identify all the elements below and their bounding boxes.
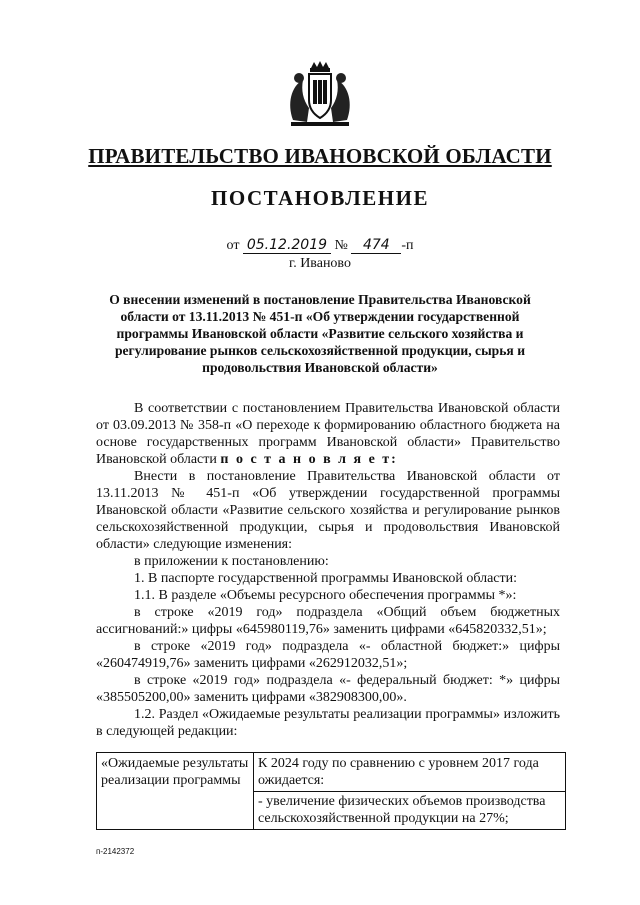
- paragraph: [96, 400, 560, 468]
- date-number-line: [0, 238, 640, 254]
- date-prefix: от: [226, 238, 240, 253]
- paragraph-text: В соответствии с постановлением Правительства Ивановской области от 03.09.2013 № 358-п «О переходе к формированию областного бюджета на основе государственных программ Ивановской области» Правительство Ивановской области: [96, 401, 560, 467]
- table-cell-value: [254, 753, 566, 830]
- table-row: [97, 753, 566, 830]
- paragraph: в строке «2019 год» подраздела «- областной бюджет:» цифры «260474919,76» заменить цифрами «262912032,51»;: [96, 639, 560, 671]
- document-title: О внесении изменений в постановление Правительства Ивановской области от 13.11.2013 № 451-п «Об утверждении государственной программы Ивановской области «Развитие сельского хозяйства и регулирование рынков сельскохозяйственной продукции, сырья и продовольствия Ивановской области»: [109, 292, 531, 375]
- table-cell-line: - увеличение физических объемов производства сельскохозяйственной продукции на 27%;: [254, 791, 565, 827]
- table-cell-label: «Ожидаемые результаты реализации программы: [97, 753, 254, 830]
- results-table: [96, 752, 566, 830]
- document-type: ПОСТАНОВЛЕНИЕ: [211, 186, 429, 210]
- paragraph: в приложении к постановлению:: [134, 554, 329, 569]
- coat-of-arms-icon: [285, 60, 355, 128]
- org-name: ПРАВИТЕЛЬСТВО ИВАНОВСКОЙ ОБЛАСТИ: [88, 144, 552, 168]
- paragraph: Внести в постановление Правительства Ивановской области от 13.11.2013 № 451-п «Об утверждении государственной программы Ивановской области «Развитие сельского хозяйства и регулирование рынков сельскохозяйственной продукции, сырья и продовольствия Ивановской области» следующие изменения:: [96, 469, 560, 552]
- postanovlyaet-text: п о с т а н о в л я е т:: [220, 452, 398, 467]
- paragraph: в строке «2019 год» подраздела «- федеральный бюджет: *» цифры «385505200,00» заменить цифрами «382908300,00».: [96, 673, 560, 705]
- paragraph: 1. В паспорте государственной программы Ивановской области:: [134, 571, 518, 586]
- city: г. Иваново: [289, 256, 351, 271]
- paragraph: 1.1. В разделе «Объемы ресурсного обеспечения программы *»:: [134, 588, 517, 603]
- paragraph: в строке «2019 год» подраздела «Общий объем бюджетных ассигнований:» цифры «645980119,76» заменить цифрами «645820332,51»;: [96, 605, 560, 637]
- document-code: п-2142372: [96, 847, 135, 856]
- number-value: 474: [351, 238, 401, 254]
- date-value: 05.12.2019: [243, 238, 331, 254]
- paragraph: 1.2. Раздел «Ожидаемые результаты реализации программы» изложить в следующей редакции:: [96, 707, 560, 739]
- number-prefix: №: [334, 238, 348, 253]
- document-body: [96, 400, 560, 740]
- number-suffix: -п: [401, 238, 414, 253]
- table-cell-line: К 2024 году по сравнению с уровнем 2017 года ожидается:: [258, 756, 539, 788]
